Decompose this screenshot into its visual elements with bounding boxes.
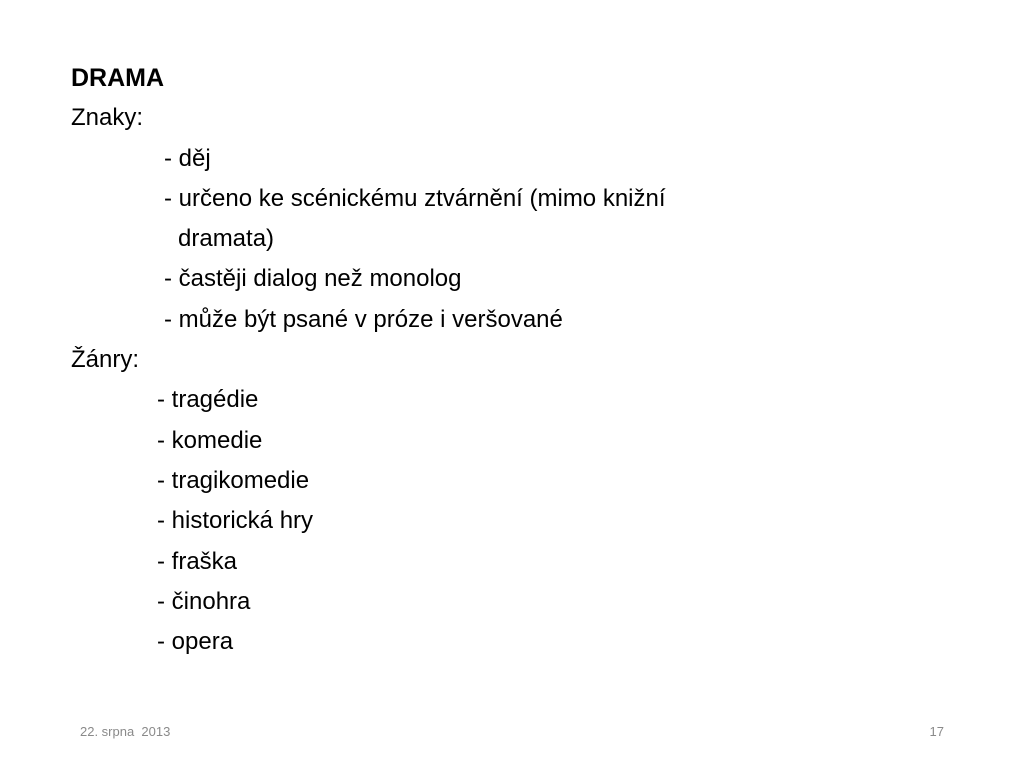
genre-item: - historická hry — [157, 507, 314, 535]
feature-item: - děj — [164, 144, 211, 172]
genre-item: - činohra — [157, 587, 251, 615]
footer-date: 22. srpna 2013 — [80, 724, 171, 739]
slide-content — [71, 58, 951, 662]
genre-item: - fraška — [157, 547, 238, 575]
feature-item: - určeno ke scénickému ztvárnění (mimo knižní — [164, 184, 666, 212]
genre-item: - tragédie — [157, 386, 259, 414]
genres-heading: Žánry: — [71, 346, 140, 374]
features-heading: Znaky: — [71, 104, 144, 132]
slide-title: DRAMA — [71, 64, 165, 92]
genre-item: - opera — [157, 628, 234, 656]
feature-item: - může být psané v próze i veršované — [164, 305, 563, 333]
genre-item: - tragikomedie — [157, 466, 310, 494]
feature-item-continuation: dramata) — [178, 225, 275, 253]
slide-number: 17 — [929, 724, 944, 739]
genre-item: - komedie — [157, 426, 263, 454]
feature-item: - častěji dialog než monolog — [164, 265, 462, 293]
